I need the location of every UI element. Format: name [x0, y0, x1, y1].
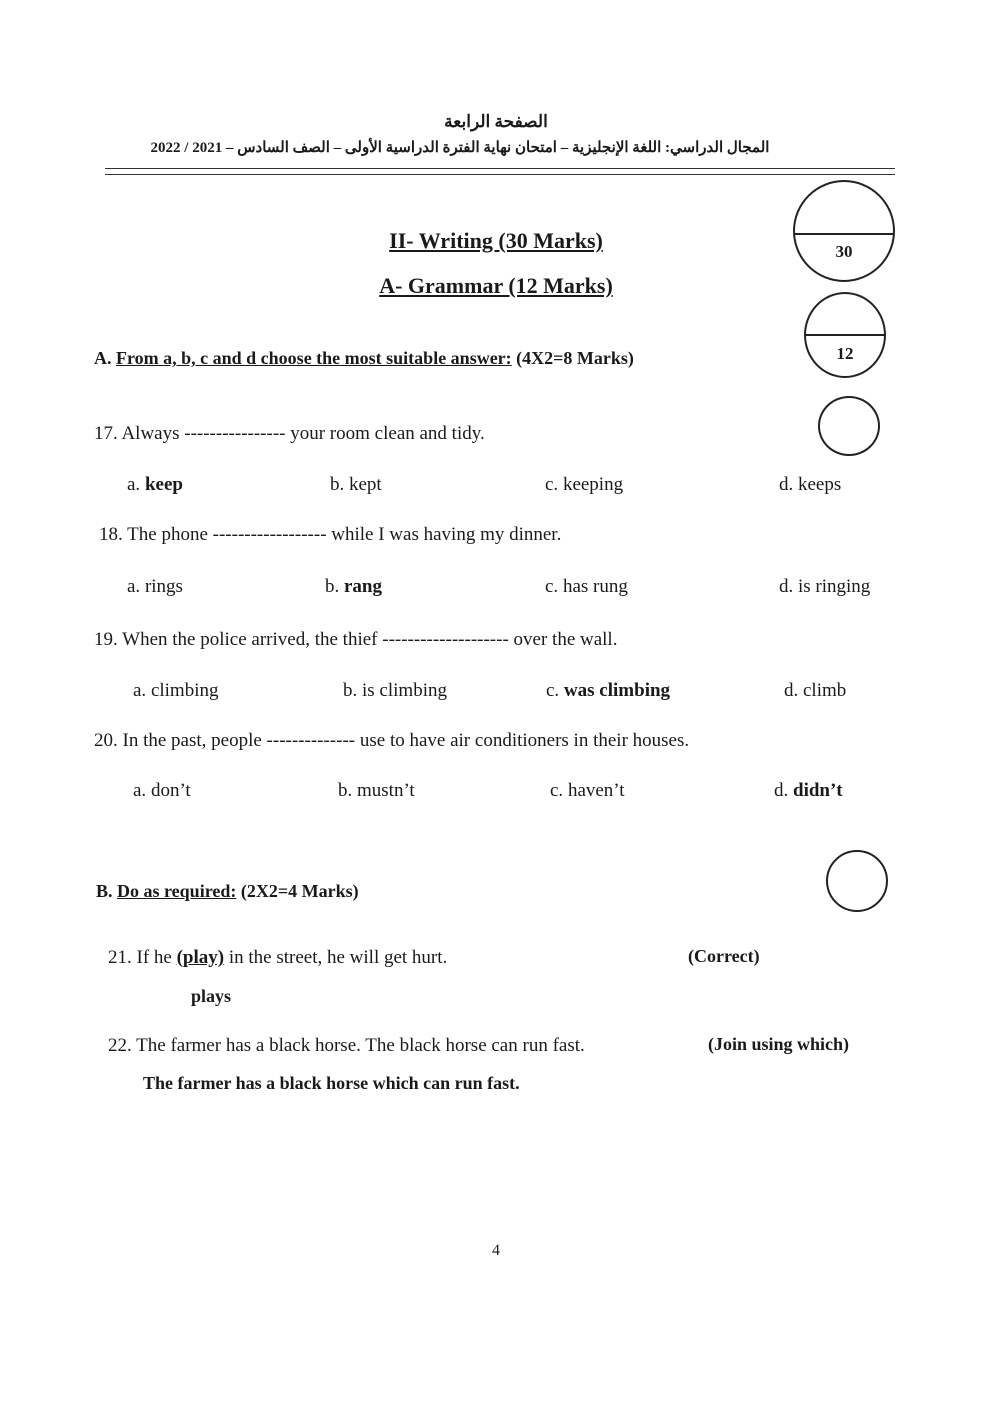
q17-option-a: a. keep [127, 474, 183, 495]
q19-option-c: c. was climbing [546, 680, 671, 701]
page-number: 4 [492, 1242, 500, 1259]
part-a-score-circle [818, 396, 880, 456]
question-20: 20. In the past, people -------------- use to have air conditioners in their houses. [94, 730, 690, 751]
page-header-title: الصفحة الرابعة [444, 112, 548, 131]
q21-answer: plays [191, 986, 232, 1006]
q18-option-b: b. rang [325, 576, 382, 597]
q19-option-a: a. climbing [133, 680, 219, 701]
part-a-heading: A. From a, b, c and d choose the most suitable answer: (4X2=8 Marks) [94, 348, 634, 368]
page-header-subtitle: المجال الدراسي: اللغة الإنجليزية – امتحان نهاية الفترة الدراسية الأولى – الصف السادس – 2021 / 2022 [150, 140, 770, 156]
part-b-heading: B. Do as required: (2X2=4 Marks) [96, 881, 359, 901]
q20-option-d: d. didn’t [774, 780, 843, 801]
q17-option-c: c. keeping [545, 474, 624, 495]
q20-option-c: c. haven’t [550, 780, 625, 801]
q19-option-b: b. is climbing [343, 680, 447, 701]
q18-option-a: a. rings [127, 576, 183, 597]
q20-option-a: a. don’t [133, 780, 191, 801]
q19-option-d: d. climb [784, 680, 847, 701]
writing-heading: II- Writing (30 Marks) [389, 228, 603, 253]
question-17: 17. Always ---------------- your room clean and tidy. [94, 423, 485, 444]
question-21: 21. If he (play) in the street, he will get hurt. [108, 947, 448, 968]
q21-task: (Correct) [688, 946, 760, 966]
question-22: 22. The farmer has a black horse. The black horse can run fast. [108, 1035, 585, 1056]
q22-task: (Join using which) [708, 1034, 850, 1054]
q20-option-b: b. mustn’t [338, 780, 415, 801]
question-18: 18. The phone ------------------ while I was having my dinner. [99, 524, 562, 545]
part-b-score-circle [826, 850, 888, 912]
q17-option-d: d. keeps [779, 474, 842, 495]
writing-score: 30 [835, 242, 853, 261]
q18-option-c: c. has rung [545, 576, 628, 597]
q17-option-b: b. kept [330, 474, 382, 495]
q22-answer: The farmer has a black horse which can run fast. [143, 1073, 520, 1093]
grammar-score-circle [804, 292, 886, 378]
question-19: 19. When the police arrived, the thief -------------------- over the wall. [94, 629, 618, 650]
grammar-score: 12 [836, 344, 854, 363]
writing-score-circle [793, 180, 895, 282]
header-divider [105, 168, 895, 175]
grammar-heading: A- Grammar (12 Marks) [379, 273, 613, 298]
q18-option-d: d. is ringing [779, 576, 871, 597]
